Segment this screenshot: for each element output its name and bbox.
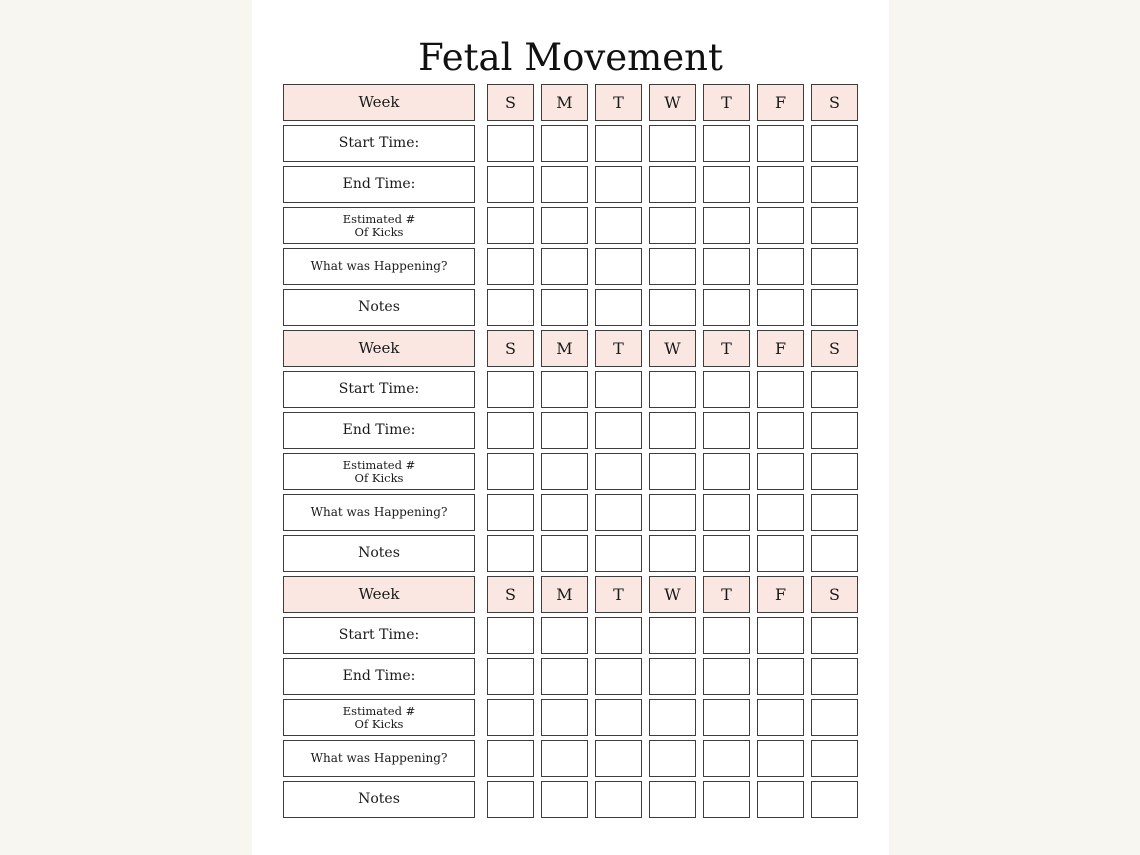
estimated-kicks-row xyxy=(283,207,857,244)
day-header: S xyxy=(487,84,534,121)
end-time-label: End Time: xyxy=(283,412,475,449)
start-time-cell[interactable] xyxy=(811,617,858,654)
estimated-kicks-cell[interactable] xyxy=(703,453,750,490)
estimated-kicks-cell[interactable] xyxy=(595,699,642,736)
notes-cell[interactable] xyxy=(649,535,696,572)
end-time-cell[interactable] xyxy=(595,412,642,449)
what-was-happening-cell[interactable] xyxy=(757,740,804,777)
what-was-happening-cell[interactable] xyxy=(811,740,858,777)
what-was-happening-label: What was Happening? xyxy=(283,494,475,531)
start-time-cell[interactable] xyxy=(649,371,696,408)
end-time-row xyxy=(283,412,857,449)
notes-cell[interactable] xyxy=(757,781,804,818)
estimated-kicks-cell[interactable] xyxy=(595,453,642,490)
estimated-label-line1: Estimated # xyxy=(342,703,416,718)
day-header: S xyxy=(811,576,858,613)
week-header-row xyxy=(283,330,857,367)
what-was-happening-cell[interactable] xyxy=(595,740,642,777)
estimated-kicks-cell[interactable] xyxy=(757,453,804,490)
start-time-cell[interactable] xyxy=(703,371,750,408)
end-time-cell[interactable] xyxy=(541,166,588,203)
end-time-cell[interactable] xyxy=(487,658,534,695)
start-time-cell[interactable] xyxy=(703,125,750,162)
start-time-cell[interactable] xyxy=(757,371,804,408)
end-time-row xyxy=(283,658,857,695)
what-was-happening-cell[interactable] xyxy=(649,740,696,777)
what-was-happening-row xyxy=(283,494,857,531)
start-time-cell[interactable] xyxy=(649,125,696,162)
day-header: F xyxy=(757,576,804,613)
what-was-happening-cell[interactable] xyxy=(595,248,642,285)
what-was-happening-cell[interactable] xyxy=(811,494,858,531)
end-time-cell[interactable] xyxy=(649,658,696,695)
end-time-cell[interactable] xyxy=(595,658,642,695)
day-header: F xyxy=(757,84,804,121)
start-time-cell[interactable] xyxy=(541,125,588,162)
what-was-happening-cell[interactable] xyxy=(703,248,750,285)
day-header: S xyxy=(811,84,858,121)
start-time-cell[interactable] xyxy=(811,125,858,162)
notes-row xyxy=(283,289,857,326)
what-was-happening-label: What was Happening? xyxy=(283,740,475,777)
what-was-happening-cell[interactable] xyxy=(595,494,642,531)
estimated-kicks-label xyxy=(283,699,475,736)
estimated-kicks-cell[interactable] xyxy=(811,699,858,736)
day-header: S xyxy=(487,576,534,613)
notes-cell[interactable] xyxy=(541,535,588,572)
notes-cell[interactable] xyxy=(487,289,534,326)
day-header: T xyxy=(595,330,642,367)
week-header-row xyxy=(283,576,857,613)
end-time-cell[interactable] xyxy=(649,166,696,203)
estimated-kicks-label xyxy=(283,453,475,490)
day-header: T xyxy=(595,576,642,613)
day-header: T xyxy=(595,84,642,121)
what-was-happening-label: What was Happening? xyxy=(283,248,475,285)
end-time-cell[interactable] xyxy=(487,166,534,203)
notes-label: Notes xyxy=(283,781,475,818)
day-header: M xyxy=(541,330,588,367)
estimated-kicks-cell[interactable] xyxy=(595,207,642,244)
page-title: Fetal Movement xyxy=(418,36,723,79)
notes-label: Notes xyxy=(283,289,475,326)
what-was-happening-cell[interactable] xyxy=(541,740,588,777)
notes-cell[interactable] xyxy=(703,535,750,572)
what-was-happening-row xyxy=(283,248,857,285)
notes-cell[interactable] xyxy=(541,289,588,326)
notes-cell[interactable] xyxy=(811,535,858,572)
what-was-happening-cell[interactable] xyxy=(487,494,534,531)
start-time-cell[interactable] xyxy=(703,617,750,654)
what-was-happening-cell[interactable] xyxy=(757,248,804,285)
notes-cell[interactable] xyxy=(541,781,588,818)
start-time-cell[interactable] xyxy=(487,125,534,162)
estimated-kicks-cell[interactable] xyxy=(649,699,696,736)
day-header: S xyxy=(811,330,858,367)
estimated-label-line2: Of Kicks xyxy=(354,716,404,731)
estimated-kicks-cell[interactable] xyxy=(487,207,534,244)
estimated-kicks-cell[interactable] xyxy=(811,207,858,244)
end-time-cell[interactable] xyxy=(811,412,858,449)
estimated-kicks-row xyxy=(283,699,857,736)
estimated-kicks-cell[interactable] xyxy=(703,207,750,244)
estimated-kicks-cell[interactable] xyxy=(541,453,588,490)
estimated-label-line2: Of Kicks xyxy=(354,224,404,239)
start-time-label: Start Time: xyxy=(283,617,475,654)
estimated-kicks-cell[interactable] xyxy=(649,453,696,490)
week-label: Week xyxy=(283,330,475,367)
start-time-cell[interactable] xyxy=(757,617,804,654)
what-was-happening-cell[interactable] xyxy=(541,248,588,285)
start-time-cell[interactable] xyxy=(595,617,642,654)
end-time-row xyxy=(283,166,857,203)
end-time-cell[interactable] xyxy=(703,412,750,449)
estimated-kicks-cell[interactable] xyxy=(649,207,696,244)
end-time-cell[interactable] xyxy=(811,166,858,203)
end-time-cell[interactable] xyxy=(757,412,804,449)
notes-cell[interactable] xyxy=(595,289,642,326)
start-time-cell[interactable] xyxy=(649,617,696,654)
estimated-kicks-cell[interactable] xyxy=(541,699,588,736)
end-time-cell[interactable] xyxy=(541,412,588,449)
start-time-row xyxy=(283,125,857,162)
end-time-cell[interactable] xyxy=(757,658,804,695)
end-time-cell[interactable] xyxy=(649,412,696,449)
estimated-kicks-cell[interactable] xyxy=(757,699,804,736)
end-time-cell[interactable] xyxy=(811,658,858,695)
notes-cell[interactable] xyxy=(811,289,858,326)
notes-row xyxy=(283,781,857,818)
notes-cell[interactable] xyxy=(487,781,534,818)
start-time-cell[interactable] xyxy=(757,125,804,162)
start-time-label: Start Time: xyxy=(283,371,475,408)
estimated-kicks-cell[interactable] xyxy=(811,453,858,490)
start-time-cell[interactable] xyxy=(541,371,588,408)
end-time-label: End Time: xyxy=(283,166,475,203)
notes-cell[interactable] xyxy=(595,535,642,572)
estimated-label-line2: Of Kicks xyxy=(354,470,404,485)
day-header: T xyxy=(703,84,750,121)
week-label: Week xyxy=(283,84,475,121)
estimated-kicks-cell[interactable] xyxy=(757,207,804,244)
what-was-happening-cell[interactable] xyxy=(487,740,534,777)
day-header: W xyxy=(649,84,696,121)
what-was-happening-cell[interactable] xyxy=(757,494,804,531)
what-was-happening-cell[interactable] xyxy=(811,248,858,285)
notes-cell[interactable] xyxy=(703,289,750,326)
notes-cell[interactable] xyxy=(703,781,750,818)
day-header: M xyxy=(541,84,588,121)
start-time-row xyxy=(283,617,857,654)
what-was-happening-cell[interactable] xyxy=(649,248,696,285)
start-time-cell[interactable] xyxy=(487,617,534,654)
start-time-cell[interactable] xyxy=(487,371,534,408)
end-time-cell[interactable] xyxy=(487,412,534,449)
end-time-label: End Time: xyxy=(283,658,475,695)
day-header: M xyxy=(541,576,588,613)
what-was-happening-cell[interactable] xyxy=(541,494,588,531)
end-time-cell[interactable] xyxy=(595,166,642,203)
notes-cell[interactable] xyxy=(649,781,696,818)
end-time-cell[interactable] xyxy=(703,166,750,203)
end-time-cell[interactable] xyxy=(541,658,588,695)
what-was-happening-cell[interactable] xyxy=(703,740,750,777)
what-was-happening-row xyxy=(283,740,857,777)
notes-cell[interactable] xyxy=(487,535,534,572)
estimated-kicks-row xyxy=(283,453,857,490)
estimated-label-line1: Estimated # xyxy=(342,211,416,226)
notes-label: Notes xyxy=(283,535,475,572)
start-time-row xyxy=(283,371,857,408)
estimated-kicks-label xyxy=(283,207,475,244)
end-time-cell[interactable] xyxy=(757,166,804,203)
week-label: Week xyxy=(283,576,475,613)
what-was-happening-cell[interactable] xyxy=(487,248,534,285)
start-time-cell[interactable] xyxy=(595,371,642,408)
what-was-happening-cell[interactable] xyxy=(703,494,750,531)
day-header: W xyxy=(649,576,696,613)
estimated-kicks-cell[interactable] xyxy=(703,699,750,736)
start-time-label: Start Time: xyxy=(283,125,475,162)
day-header: T xyxy=(703,576,750,613)
estimated-label-line1: Estimated # xyxy=(342,457,416,472)
planner-page xyxy=(252,0,889,855)
notes-cell[interactable] xyxy=(811,781,858,818)
start-time-cell[interactable] xyxy=(811,371,858,408)
notes-cell[interactable] xyxy=(649,289,696,326)
estimated-kicks-cell[interactable] xyxy=(541,207,588,244)
week-header-row xyxy=(283,84,857,121)
what-was-happening-cell[interactable] xyxy=(649,494,696,531)
notes-cell[interactable] xyxy=(595,781,642,818)
end-time-cell[interactable] xyxy=(703,658,750,695)
notes-row xyxy=(283,535,857,572)
start-time-cell[interactable] xyxy=(541,617,588,654)
tracker-grid xyxy=(283,84,857,822)
notes-cell[interactable] xyxy=(757,289,804,326)
day-header: T xyxy=(703,330,750,367)
day-header: F xyxy=(757,330,804,367)
notes-cell[interactable] xyxy=(757,535,804,572)
estimated-kicks-cell[interactable] xyxy=(487,699,534,736)
day-header: W xyxy=(649,330,696,367)
estimated-kicks-cell[interactable] xyxy=(487,453,534,490)
day-header: S xyxy=(487,330,534,367)
start-time-cell[interactable] xyxy=(595,125,642,162)
